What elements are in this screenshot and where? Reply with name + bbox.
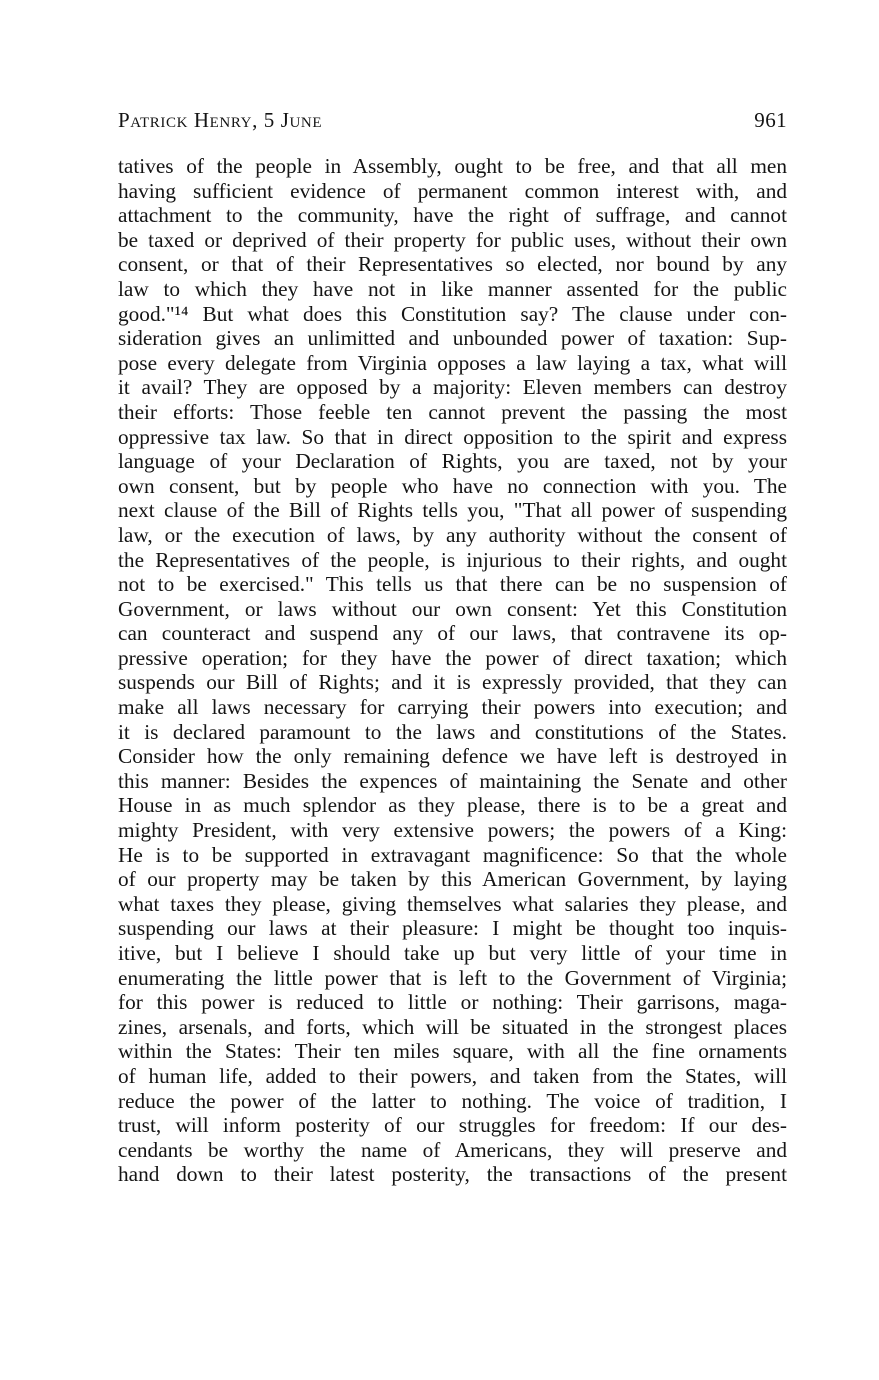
text-line: cendants be worthy the name of Americans, they will preserve and xyxy=(118,1137,787,1162)
text-line: pressive operation; for they have the power of direct taxation; which xyxy=(118,645,787,670)
text-line: having sufficient evidence of permanent common interest with, and xyxy=(118,178,787,203)
text-line: good."¹⁴ But what does this Constitution say? The clause under con- xyxy=(118,301,787,326)
text-line: for this power is reduced to little or nothing: Their garrisons, maga- xyxy=(118,990,787,1015)
text-line: tatives of the people in Assembly, ought to be free, and that all men xyxy=(118,154,787,178)
text-line: it is declared paramount to the laws and constitutions of the States. xyxy=(118,719,787,744)
text-line: consent, or that of their Representatives so elected, nor bound by any xyxy=(118,252,787,277)
text-line: law, or the execution of laws, by any authority without the consent of xyxy=(118,522,787,547)
text-line: language of your Declaration of Rights, you are taxed, not by your xyxy=(118,449,787,474)
text-line: their efforts: Those feeble ten cannot prevent the passing the most xyxy=(118,399,787,424)
text-line: this manner: Besides the expences of maintaining the Senate and other xyxy=(118,768,787,793)
text-line: of our property may be taken by this American Government, by laying xyxy=(118,867,787,892)
text-line: trust, will inform posterity of our struggles for freedom: If our des- xyxy=(118,1113,787,1138)
text-line: reduce the power of the latter to nothing. The voice of tradition, I xyxy=(118,1088,787,1113)
text-line: attachment to the community, have the right of suffrage, and cannot xyxy=(118,203,787,228)
page-number: 961 xyxy=(754,108,787,132)
text-line: the Representatives of the people, is injurious to their rights, and ought xyxy=(118,547,787,572)
text-line: can counteract and suspend any of our laws, that contravene its op- xyxy=(118,621,787,646)
text-line: oppressive tax law. So that in direct opposition to the spirit and express xyxy=(118,424,787,449)
body-text xyxy=(118,154,787,1187)
text-line: not to be exercised." This tells us that there can be no suspension of xyxy=(118,572,787,597)
text-line: House in as much splendor as they please, there is to be a great and xyxy=(118,793,787,818)
text-line: suspends our Bill of Rights; and it is expressly provided, that they can xyxy=(118,670,787,695)
text-line: next clause of the Bill of Rights tells you, "That all power of suspending xyxy=(118,498,787,523)
text-line: Government, or laws without our own consent: Yet this Constitution xyxy=(118,596,787,621)
text-line: be taxed or deprived of their property for public uses, without their own xyxy=(118,227,787,252)
text-line: sideration gives an unlimitted and unbounded power of taxation: Sup- xyxy=(118,326,787,351)
text-line: mighty President, with very extensive powers; the powers of a King: xyxy=(118,818,787,843)
text-line: hand down to their latest posterity, the transactions of the present xyxy=(118,1162,787,1187)
text-line: what taxes they please, giving themselves what salaries they please, and xyxy=(118,891,787,916)
running-head xyxy=(118,108,787,138)
text-line: own consent, but by people who have no connection with you. The xyxy=(118,473,787,498)
text-line: zines, arsenals, and forts, which will be situated in the strongest places xyxy=(118,1014,787,1039)
text-line: make all laws necessary for carrying their powers into execution; and xyxy=(118,695,787,720)
text-line: of human life, added to their powers, and taken from the States, will xyxy=(118,1063,787,1088)
text-line: He is to be supported in extravagant magnificence: So that the whole xyxy=(118,842,787,867)
text-line: suspending our laws at their pleasure: I might be thought too inquis- xyxy=(118,916,787,941)
text-line: Consider how the only remaining defence we have left is destroyed in xyxy=(118,744,787,769)
running-title: Patrick Henry, 5 June xyxy=(118,108,323,132)
text-line: it avail? They are opposed by a majority: Eleven members can destroy xyxy=(118,375,787,400)
text-line: itive, but I believe I should take up but very little of your time in xyxy=(118,941,787,965)
text-line: pose every delegate from Virginia opposes a law laying a tax, what will xyxy=(118,350,787,375)
text-line: enumerating the little power that is left to the Government of Virginia; xyxy=(118,965,787,990)
text-line: law to which they have not in like manner assented for the public xyxy=(118,276,787,301)
text-line: within the States: Their ten miles square, with all the fine ornaments xyxy=(118,1039,787,1064)
